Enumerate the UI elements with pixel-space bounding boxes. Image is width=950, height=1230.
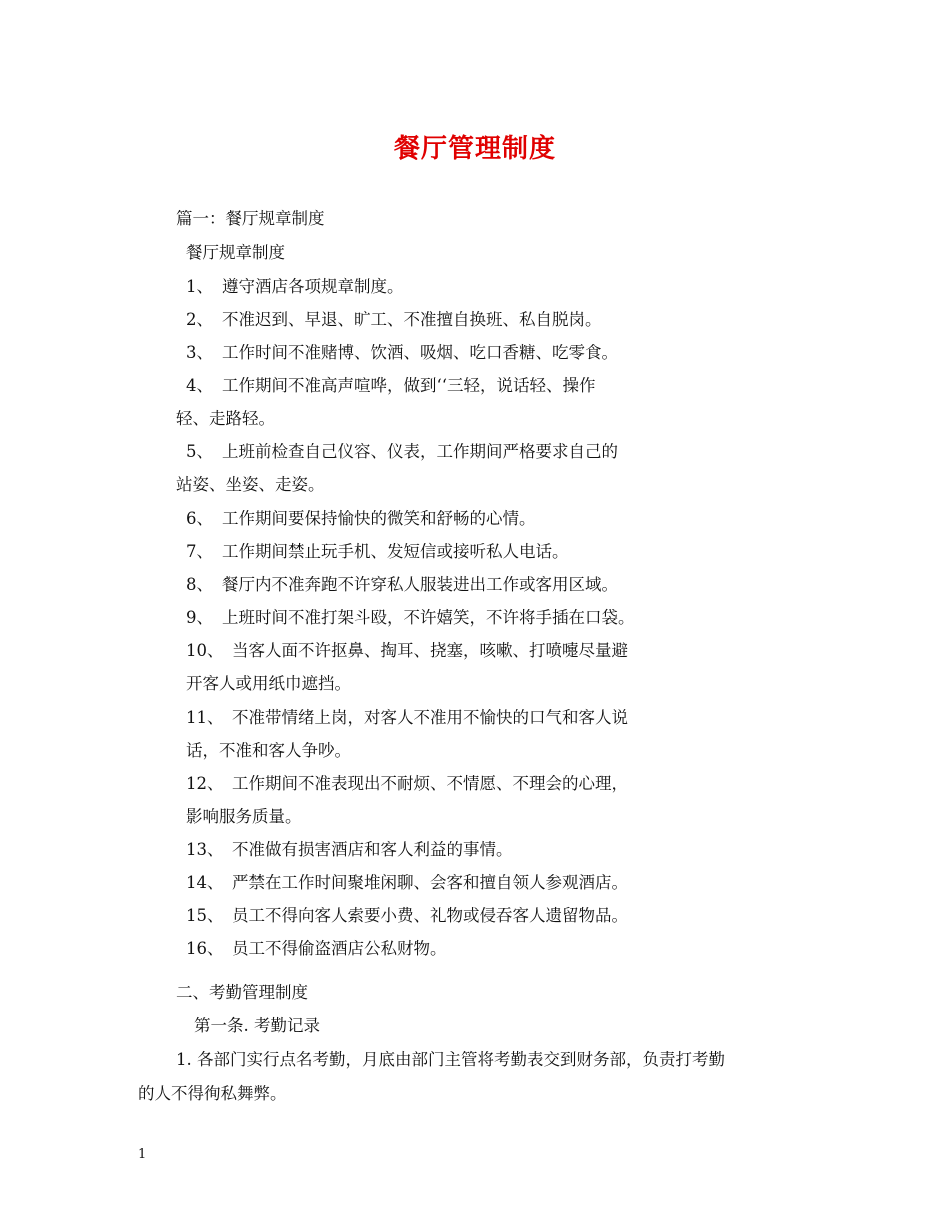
rule-number: 2、 xyxy=(186,310,213,329)
rule-number: 9、 xyxy=(186,608,213,627)
section1-heading: 篇一：餐厅规章制度 xyxy=(176,209,325,228)
rule-text: 工作期间禁止玩手机、发短信或接听私人电话。 xyxy=(222,542,569,561)
rule-item xyxy=(186,541,213,563)
rule-number: 15、 xyxy=(186,906,224,925)
rule-number: 16、 xyxy=(186,939,224,958)
rule-text: 不准迟到、早退、旷工、不准擅自换班、私自脱岗。 xyxy=(222,310,602,329)
rule-number: 1、 xyxy=(186,277,213,296)
rule-text: 工作期间不准高声喧哗，做到‘‘三轻，说话轻、操作 xyxy=(222,376,596,395)
rule-text: 员工不得向客人索要小费、礼物或侵吞客人遗留物品。 xyxy=(232,906,628,925)
rule-text-continuation: 影响服务质量。 xyxy=(186,807,302,826)
rule-text: 严禁在工作时间聚堆闲聊、会客和擅自领人参观酒店。 xyxy=(232,873,628,892)
rule-item xyxy=(186,607,213,629)
article1-paragraph-line2: 的人不得徇私舞弊。 xyxy=(138,1084,287,1103)
rule-text: 员工不得偷盗酒店公私财物。 xyxy=(232,939,447,958)
rule-text-continuation: 轻、走路轻。 xyxy=(176,409,275,428)
rule-item xyxy=(186,574,213,596)
rule-item xyxy=(186,872,224,894)
section1-subheading: 餐厅规章制度 xyxy=(186,243,285,262)
rule-number: 10、 xyxy=(186,641,224,660)
document-title: 餐厅管理制度 xyxy=(393,134,556,164)
page-number: 1 xyxy=(138,1147,147,1162)
rule-text: 工作期间不准表现出不耐烦、不情愿、不理会的心理， xyxy=(232,774,628,793)
rule-item xyxy=(186,309,213,331)
rule-number: 13、 xyxy=(186,840,224,859)
rule-number: 6、 xyxy=(186,509,213,528)
article1-heading: 第一条. 考勤记录 xyxy=(194,1016,320,1035)
rule-number: 12、 xyxy=(186,774,224,793)
rule-item xyxy=(186,508,213,530)
rule-number: 5、 xyxy=(186,442,213,461)
rule-number: 4、 xyxy=(186,376,213,395)
rule-text: 不准做有损害酒店和客人利益的事情。 xyxy=(232,840,513,859)
rule-text: 当客人面不许抠鼻、掏耳、挠塞，咳嗽、打喷嚏尽量避 xyxy=(232,641,628,660)
rule-text-continuation: 话，不准和客人争吵。 xyxy=(186,741,351,760)
rule-text: 工作期间要保持愉快的微笑和舒畅的心情。 xyxy=(222,509,536,528)
rule-item xyxy=(186,938,224,960)
rule-text: 餐厅内不准奔跑不许穿私人服装进出工作或客用区域。 xyxy=(222,575,618,594)
rule-text: 不准带情绪上岗，对客人不准用不愉快的口气和客人说 xyxy=(232,708,628,727)
rule-item xyxy=(186,905,224,927)
rule-item xyxy=(186,441,213,463)
rule-text-continuation: 站姿、坐姿、走姿。 xyxy=(176,475,325,494)
rule-number: 8、 xyxy=(186,575,213,594)
rule-text-continuation: 开客人或用纸巾遮挡。 xyxy=(186,674,351,693)
rule-text: 上班时间不准打架斗殴，不许嬉笑，不许将手插在口袋。 xyxy=(222,608,635,627)
rule-text: 遵守酒店各项规章制度。 xyxy=(222,277,404,296)
rule-item xyxy=(186,342,213,364)
rule-text: 上班前检查自己仪容、仪表，工作期间严格要求自己的 xyxy=(222,442,618,461)
rule-item xyxy=(186,707,224,729)
rule-item xyxy=(186,839,224,861)
section2-heading: 二、考勤管理制度 xyxy=(176,983,308,1002)
rule-item xyxy=(186,773,224,795)
rule-item xyxy=(186,375,213,397)
article1-paragraph-line1: 1. 各部门实行点名考勤，月底由部门主管将考勤表交到财务部，负责打考勤 xyxy=(176,1050,725,1069)
rule-item xyxy=(186,276,213,298)
rule-item xyxy=(186,640,224,662)
rule-number: 11、 xyxy=(186,708,224,727)
rule-number: 7、 xyxy=(186,542,213,561)
rule-number: 3、 xyxy=(186,343,213,362)
rule-text: 工作时间不准赌博、饮酒、吸烟、吃口香糖、吃零食。 xyxy=(222,343,618,362)
rule-number: 14、 xyxy=(186,873,224,892)
